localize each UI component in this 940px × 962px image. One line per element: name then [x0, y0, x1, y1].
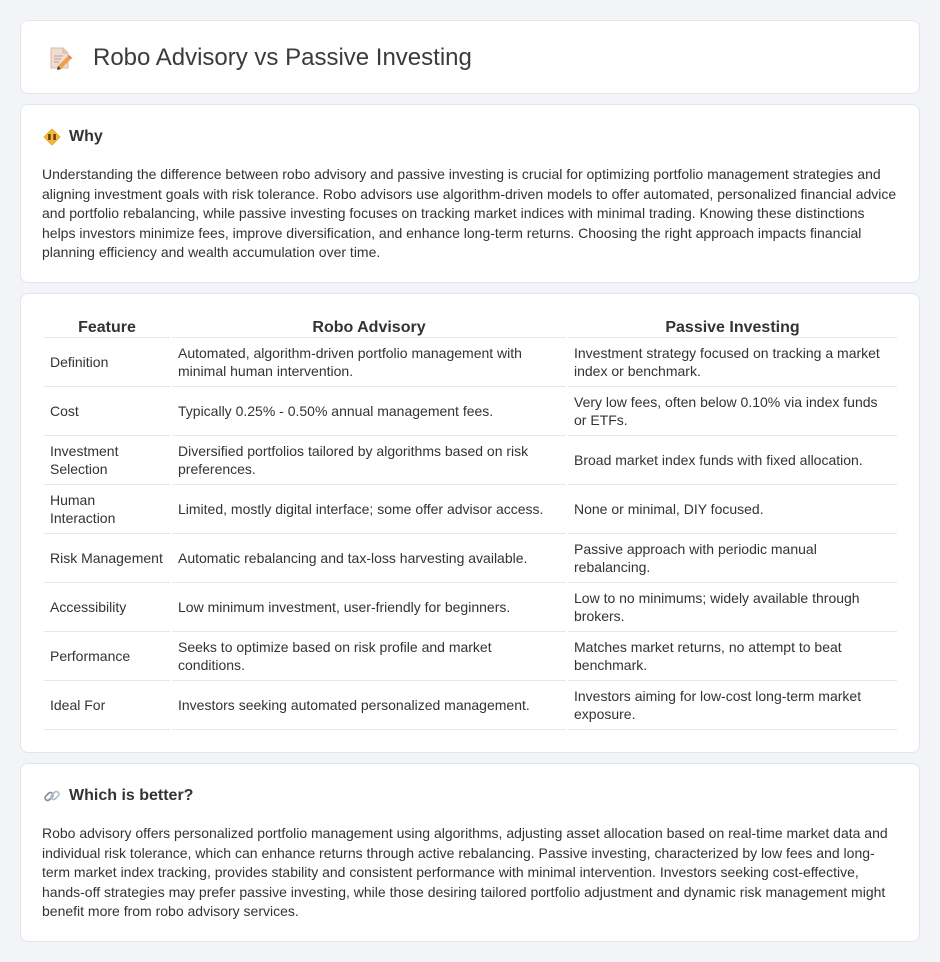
why-heading — [43, 127, 103, 147]
feature-cell: Accessibility — [44, 583, 170, 632]
feature-cell: Performance — [44, 632, 170, 681]
robo-cell: Seeks to optimize based on risk profile and market conditions. — [172, 632, 566, 681]
feature-cell: Cost — [44, 387, 170, 436]
comparison-section — [20, 293, 920, 753]
passive-cell: Very low fees, often below 0.10% via index funds or ETFs. — [568, 387, 897, 436]
table-header-row — [44, 316, 897, 338]
table-row — [44, 681, 897, 730]
table-row — [44, 632, 897, 681]
robo-cell: Automated, algorithm-driven portfolio management with minimal human intervention. — [172, 338, 566, 387]
robo-cell: Diversified portfolios tailored by algorithms based on risk preferences. — [172, 436, 566, 485]
feature-cell: Human Interaction — [44, 485, 170, 534]
better-text: Robo advisory offers personalized portfolio management using algorithms, adjusting asset allocation based on real-time market data and individual risk tolerance, which can enhance returns through active rebalancing. Passive investing, characterized by low fees and long-term market index tracking, provides stability and consistent performance with minimal intervention. Investors seeking cost-effective, hands-off strategies may prefer passive investing, while those desiring tailored portfolio adjustment and dynamic risk management might benefit more from robo advisory services. — [42, 825, 888, 920]
better-heading-label: Which is better? — [69, 787, 194, 804]
feature-cell: Risk Management — [44, 534, 170, 583]
diamond-warning-icon — [43, 128, 61, 146]
passive-cell: Broad market index funds with fixed allocation. — [568, 436, 897, 485]
passive-cell: Investment strategy focused on tracking a market index or benchmark. — [568, 338, 897, 387]
feature-cell: Definition — [44, 338, 170, 387]
table-row — [44, 583, 897, 632]
which-better-section — [20, 763, 920, 942]
passive-cell: Passive approach with periodic manual rebalancing. — [568, 534, 897, 583]
header-feature: Feature — [44, 316, 170, 338]
table-row — [44, 534, 897, 583]
why-heading-label: Why — [69, 128, 103, 145]
comparison-table — [42, 316, 899, 730]
passive-cell: None or minimal, DIY focused. — [568, 485, 897, 534]
robo-cell: Low minimum investment, user-friendly for beginners. — [172, 583, 566, 632]
robo-cell: Typically 0.25% - 0.50% annual management fees. — [172, 387, 566, 436]
passive-cell: Investors aiming for low-cost long-term market exposure. — [568, 681, 897, 730]
feature-cell: Ideal For — [44, 681, 170, 730]
header-robo-advisory: Robo Advisory — [172, 316, 566, 338]
why-text: Understanding the difference between robo advisory and passive investing is crucial for optimizing portfolio management strategies and aligning investment goals with risk tolerance. Robo advisors use algorithm-driven models to offer automated, personalized financial advice and portfolio rebalancing, while passive investing focuses on tracking market indices with minimal trading. Knowing these distinctions helps investors minimize fees, improve diversification, and enhance long-term returns. Choosing the right approach impacts financial planning efficiency and wealth accumulation over time. — [42, 166, 897, 261]
passive-cell: Matches market returns, no attempt to beat benchmark. — [568, 632, 897, 681]
table-row — [44, 387, 897, 436]
passive-cell: Low to no minimums; widely available through brokers. — [568, 583, 897, 632]
table-row — [44, 338, 897, 387]
header-card — [20, 20, 920, 94]
link-icon — [43, 787, 61, 805]
table-row — [44, 485, 897, 534]
table-row — [44, 436, 897, 485]
page-title: Robo Advisory vs Passive Investing — [93, 44, 472, 71]
robo-cell: Investors seeking automated personalized management. — [172, 681, 566, 730]
robo-cell: Automatic rebalancing and tax-loss harvesting available. — [172, 534, 566, 583]
why-section — [20, 104, 920, 283]
robo-cell: Limited, mostly digital interface; some offer advisor access. — [172, 485, 566, 534]
feature-cell: Investment Selection — [44, 436, 170, 485]
header-passive-investing: Passive Investing — [568, 316, 897, 338]
document-pencil-icon — [47, 45, 73, 71]
better-heading — [43, 786, 193, 806]
